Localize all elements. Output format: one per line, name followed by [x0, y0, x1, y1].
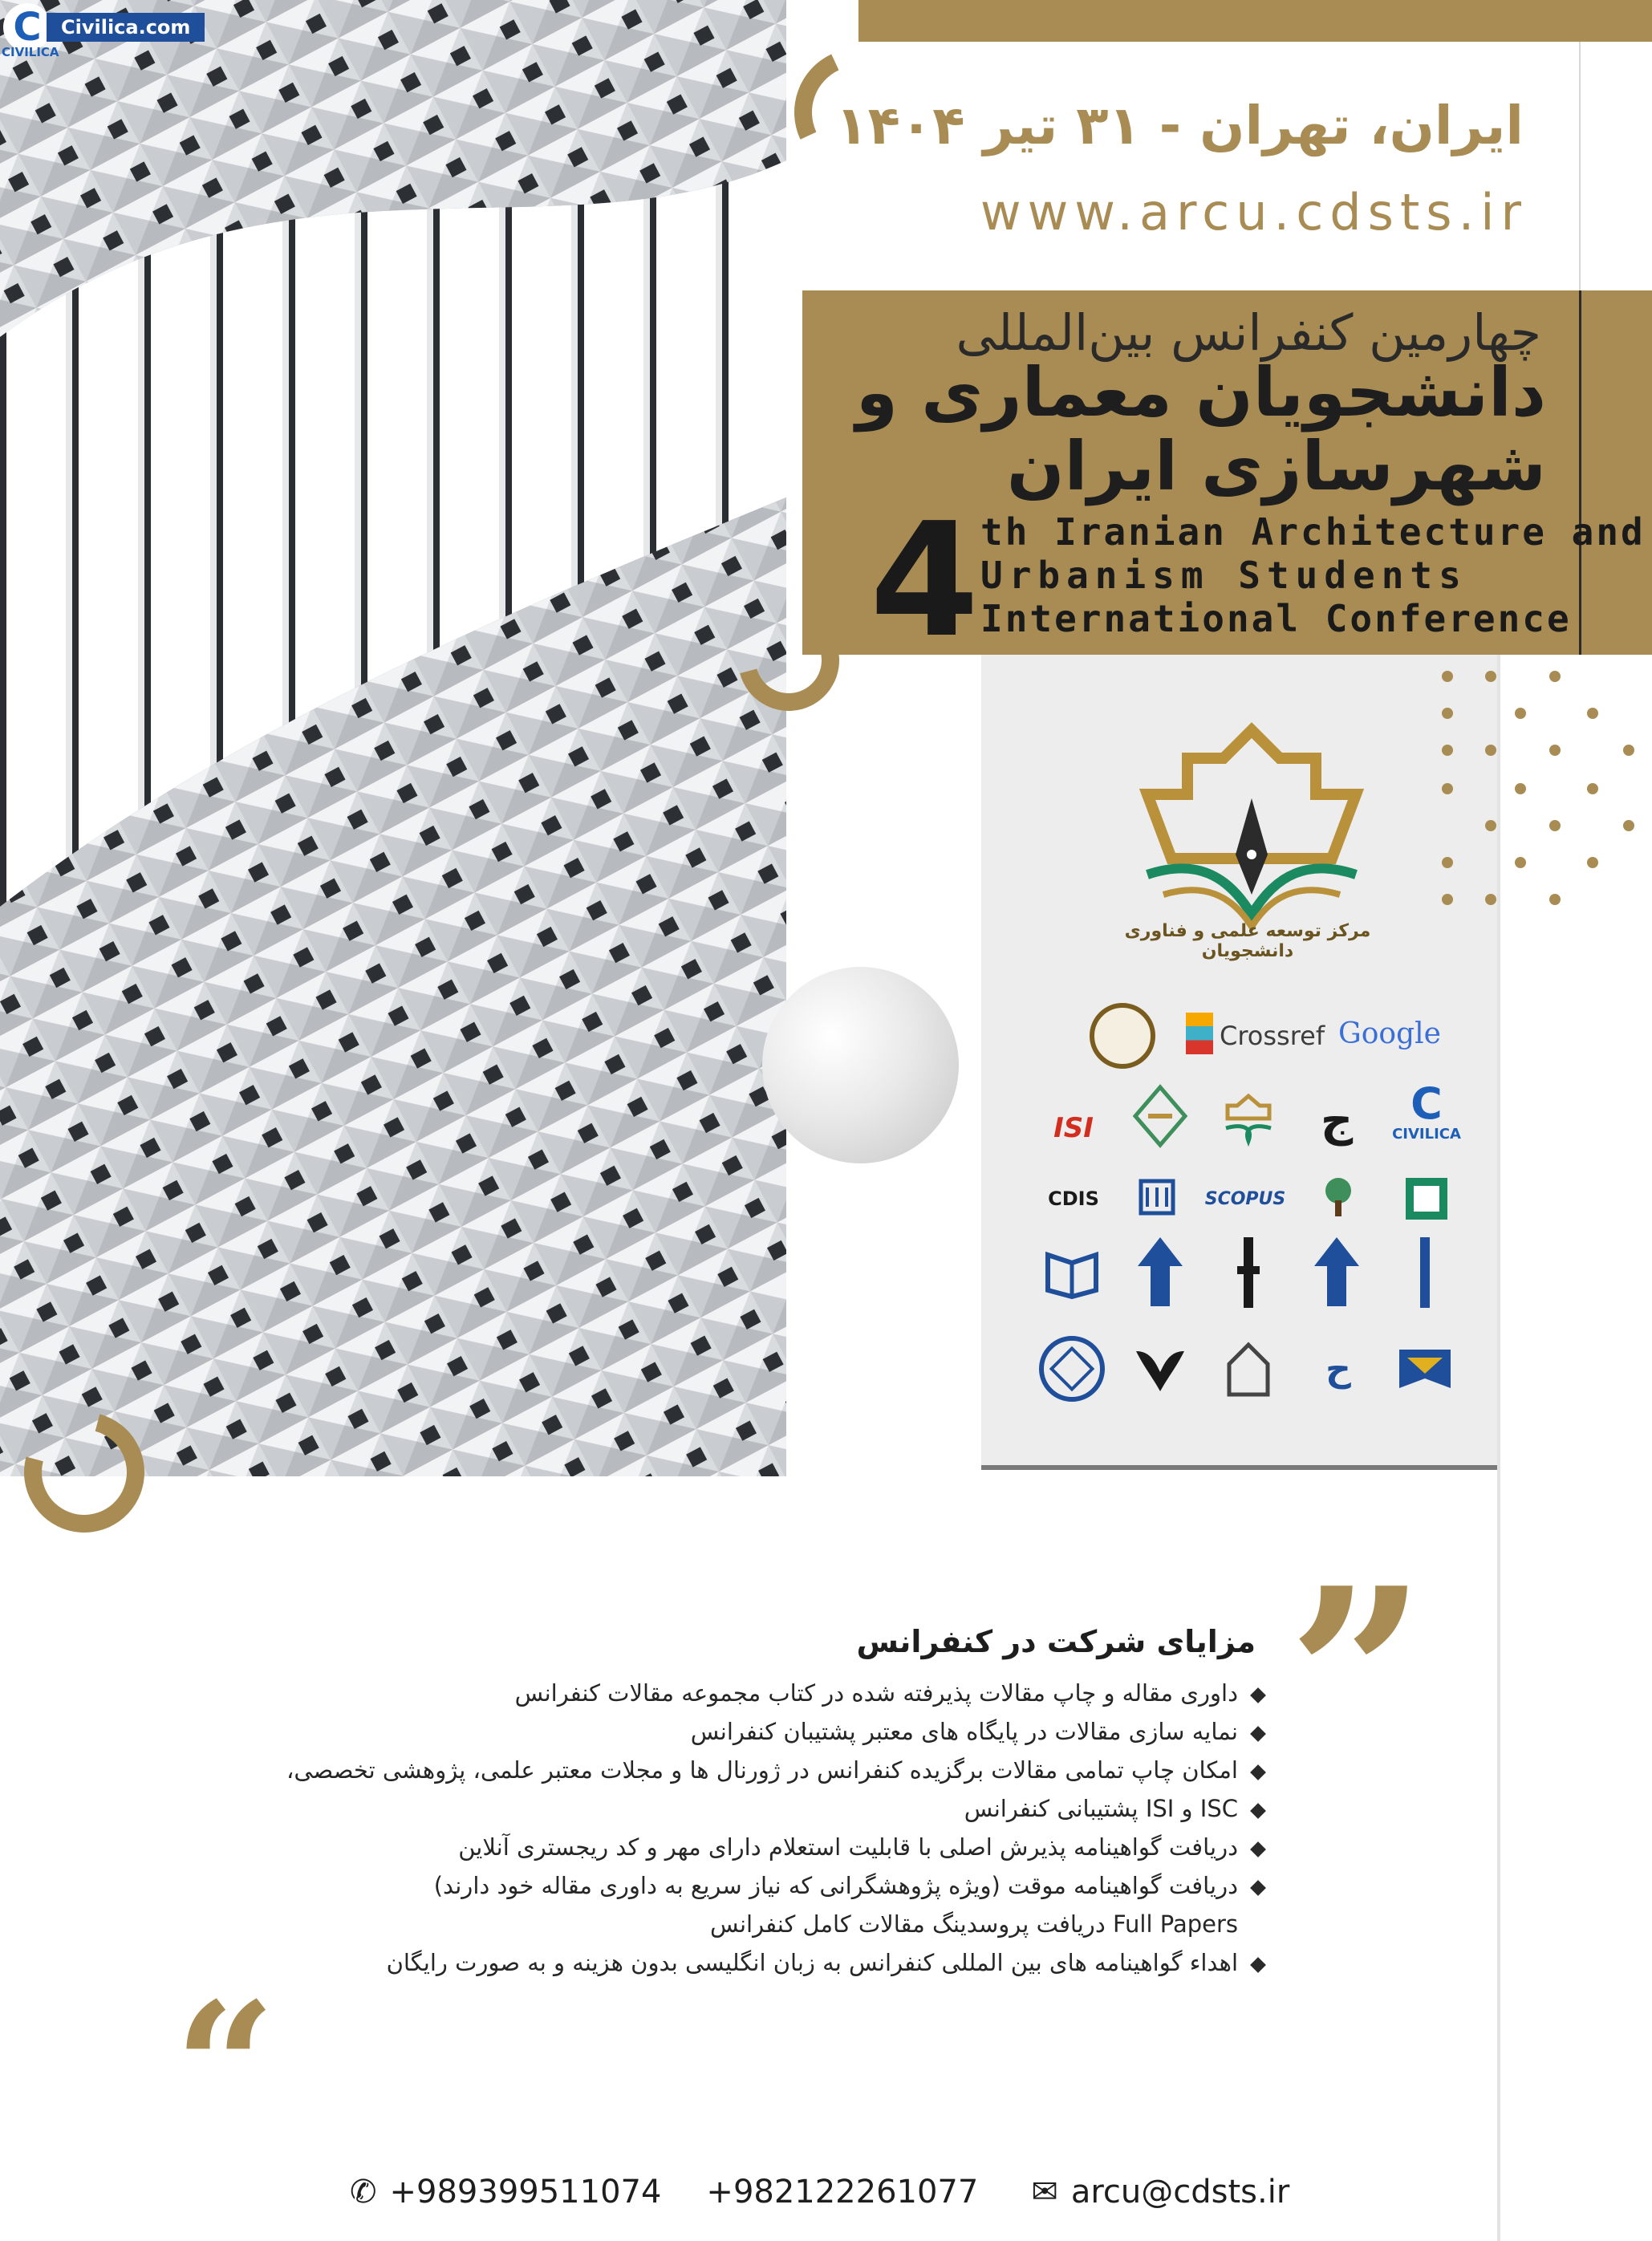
- conference-website[interactable]: www.arcu.cdsts.ir: [980, 183, 1528, 242]
- sponsor-logo: [1388, 1236, 1462, 1309]
- list-item: [221, 1789, 1264, 1828]
- quote-mark-icon: ”: [1288, 1535, 1427, 1818]
- cdis-logo: CDIS: [1048, 1187, 1099, 1210]
- benefit-text: اهداء گواهینامه های بین المللی کنفرانس به زبان انگلیسی بدون هزینه و به صورت رایگان: [386, 1949, 1238, 1976]
- list-item: [221, 1905, 1264, 1943]
- dot-decoration: [1442, 708, 1453, 719]
- minaret-icon: [1409, 1234, 1441, 1311]
- crossref-icon: [1186, 1013, 1213, 1054]
- dot-decoration: [1587, 857, 1598, 868]
- sponsor-logo: [1212, 1332, 1285, 1406]
- dot-decoration: [1515, 783, 1526, 794]
- sponsor-logo: [1212, 1083, 1285, 1157]
- azad-emblem-icon: [1311, 1234, 1362, 1311]
- building-facade-graphic: [0, 0, 786, 1476]
- azad-emblem-icon: [1134, 1234, 1186, 1311]
- sponsor-logo: [1123, 1332, 1197, 1406]
- sponsor-logo: [1212, 1236, 1285, 1309]
- sphere-decoration: [762, 967, 959, 1163]
- list-item: [221, 1712, 1264, 1751]
- benefits-title: مزایای شرکت در کنفرانس: [856, 1624, 1256, 1659]
- dot-decoration: [1515, 708, 1526, 719]
- tree-icon: [1313, 1173, 1364, 1224]
- tower-icon: [1232, 1234, 1264, 1311]
- dot-decoration: [1485, 894, 1496, 905]
- phone-icon: ✆: [350, 2174, 377, 2211]
- phone-number-2[interactable]: +982122261077: [706, 2174, 979, 2211]
- benefits-list: [221, 1674, 1264, 1982]
- bullet-icon: [1250, 1957, 1266, 1973]
- list-item: [221, 1828, 1264, 1866]
- sponsor-logo: [1035, 1236, 1109, 1309]
- dot-decoration: [1442, 894, 1453, 905]
- divider-line: [1579, 42, 1581, 290]
- civilica-c-icon: C: [3, 3, 51, 51]
- edition-number: 4: [870, 489, 980, 672]
- scopus-logo: SCOPUS: [1204, 1188, 1286, 1209]
- book-icon: [1401, 1173, 1452, 1224]
- dot-decoration: [1549, 671, 1561, 682]
- civilica-badge[interactable]: [0, 5, 205, 59]
- sponsor-logo: ج: [1320, 1094, 1354, 1147]
- civilica-sub: CIVILICA: [2, 45, 59, 59]
- seal-icon: [1037, 1334, 1107, 1404]
- dot-decoration: [1623, 820, 1634, 831]
- title-en-line2: Urbanism Students: [980, 554, 1467, 597]
- sponsor-logo: [1301, 1162, 1375, 1236]
- building-photo: [0, 0, 786, 1476]
- bird-emblem-icon: [1131, 1340, 1189, 1398]
- benefit-text: داوری مقاله و چاپ مقالات پذیرفته شده در کتاب مجموعه مقالات کنفرانس: [514, 1679, 1238, 1707]
- dot-decoration: [1549, 820, 1561, 831]
- civilica-logo: [1390, 1075, 1463, 1149]
- dot-decoration: [1442, 783, 1453, 794]
- bullet-icon: [1250, 1841, 1266, 1857]
- dot-decoration: [1515, 857, 1526, 868]
- email-address[interactable]: arcu@cdsts.ir: [1070, 2174, 1290, 2211]
- dot-decoration: [1549, 745, 1561, 756]
- cdsts-mini-icon: [1220, 1091, 1277, 1149]
- top-gold-bar: [858, 0, 1652, 42]
- benefit-text: نمایه سازی مقالات در پایگاه های معتبر پشتیبان کنفرانس: [690, 1718, 1238, 1745]
- conference-location-date: ایران، تهران - ۳۱ تیر ۱۴۰۴: [835, 95, 1524, 156]
- dot-decoration: [1485, 671, 1496, 682]
- title-fa-line2: دانشجویان معماری و: [855, 353, 1546, 432]
- azad-university-logo: [1123, 1236, 1197, 1309]
- sponsor-logo: [1120, 1162, 1194, 1236]
- seal-logo: [1090, 1003, 1155, 1069]
- shield-emblem-icon: [1396, 1346, 1454, 1391]
- bullet-icon: [1250, 1726, 1266, 1742]
- dot-decoration: [1549, 894, 1561, 905]
- title-en-line3: International Conference: [980, 597, 1572, 640]
- panel-bottom-border: [981, 1465, 1500, 1470]
- sponsor-logo: [1035, 1332, 1109, 1406]
- benefit-text: ISC و ISI پشتیبانی کنفرانس: [964, 1795, 1238, 1822]
- civilica-c-icon: C: [1410, 1078, 1443, 1129]
- bullet-icon: [1250, 1687, 1266, 1703]
- dot-decoration: [1587, 708, 1598, 719]
- dot-decoration: [1623, 745, 1634, 756]
- dot-decoration: [1587, 783, 1598, 794]
- phone-number-1[interactable]: +989399511074: [389, 2174, 662, 2211]
- civilica-brand: Civilica.com: [47, 13, 205, 42]
- library-icon: [1133, 1175, 1181, 1223]
- title-fa-line3: شهرسازی ایران: [1006, 427, 1546, 505]
- arch-icon: [1223, 1340, 1274, 1398]
- title-divider: [1579, 290, 1581, 655]
- sponsor-logo: [1388, 1332, 1462, 1406]
- isi-logo: ISI: [1053, 1112, 1094, 1144]
- bullet-icon: [1250, 1803, 1266, 1819]
- contact-footer: [337, 2166, 1316, 2218]
- dot-decoration: [1442, 745, 1453, 756]
- bullet-icon: [1250, 1764, 1266, 1780]
- civilica-label: CIVILICA: [1392, 1125, 1461, 1143]
- benefit-text: امکان چاپ تمامی مقالات برگزیده کنفرانس در ژورنال ها و مجلات معتبر علمی، پژوهشی تخصصی،: [286, 1756, 1238, 1784]
- dot-decoration: [1485, 745, 1496, 756]
- dot-decoration: [1485, 820, 1496, 831]
- benefit-text: دریافت گواهینامه موقت (ویژه پژوهشگرانی که نیاز سریع به داوری مقاله خود دارند): [433, 1872, 1238, 1899]
- azad-university-logo: [1300, 1236, 1374, 1309]
- list-item: [221, 1943, 1264, 1982]
- arch-emblem-icon: [1132, 1084, 1188, 1148]
- list-item: [221, 1866, 1264, 1905]
- sponsor-logo: [1390, 1162, 1463, 1236]
- benefit-text: دریافت گواهینامه پذیرش اصلی با قابلیت استعلام دارای مهر و کد ریجستری آنلاین: [458, 1833, 1238, 1861]
- bullet-icon: [1250, 1880, 1266, 1896]
- google-wordmark: Google: [1338, 1017, 1441, 1050]
- sponsor-logo: [1123, 1079, 1197, 1153]
- title-en-line1: th Iranian Architecture and: [980, 510, 1646, 554]
- crossref-logo: Crossref: [1220, 1021, 1325, 1051]
- benefit-text: Full Papers دریافت پروسدینگ مقالات کامل کنفرانس: [709, 1910, 1238, 1938]
- dot-decoration: [1442, 671, 1453, 682]
- list-item: [221, 1674, 1264, 1712]
- panel-right-line: [1497, 655, 1500, 2241]
- title-fa-line1: چهارمین کنفرانس بین‌المللی: [956, 303, 1541, 362]
- list-item: [221, 1751, 1264, 1789]
- sponsor-logo: ح: [1325, 1348, 1351, 1390]
- dot-decoration: [1442, 857, 1453, 868]
- google-logo: [1338, 1017, 1441, 1050]
- open-book-icon: [1043, 1244, 1101, 1301]
- mail-icon: ✉: [1031, 2174, 1058, 2211]
- quote-mark-icon: ”: [173, 1878, 274, 2086]
- cdsts-logo-caption: مرکز توسعه علمی و فناوری دانشجویان: [1124, 921, 1371, 961]
